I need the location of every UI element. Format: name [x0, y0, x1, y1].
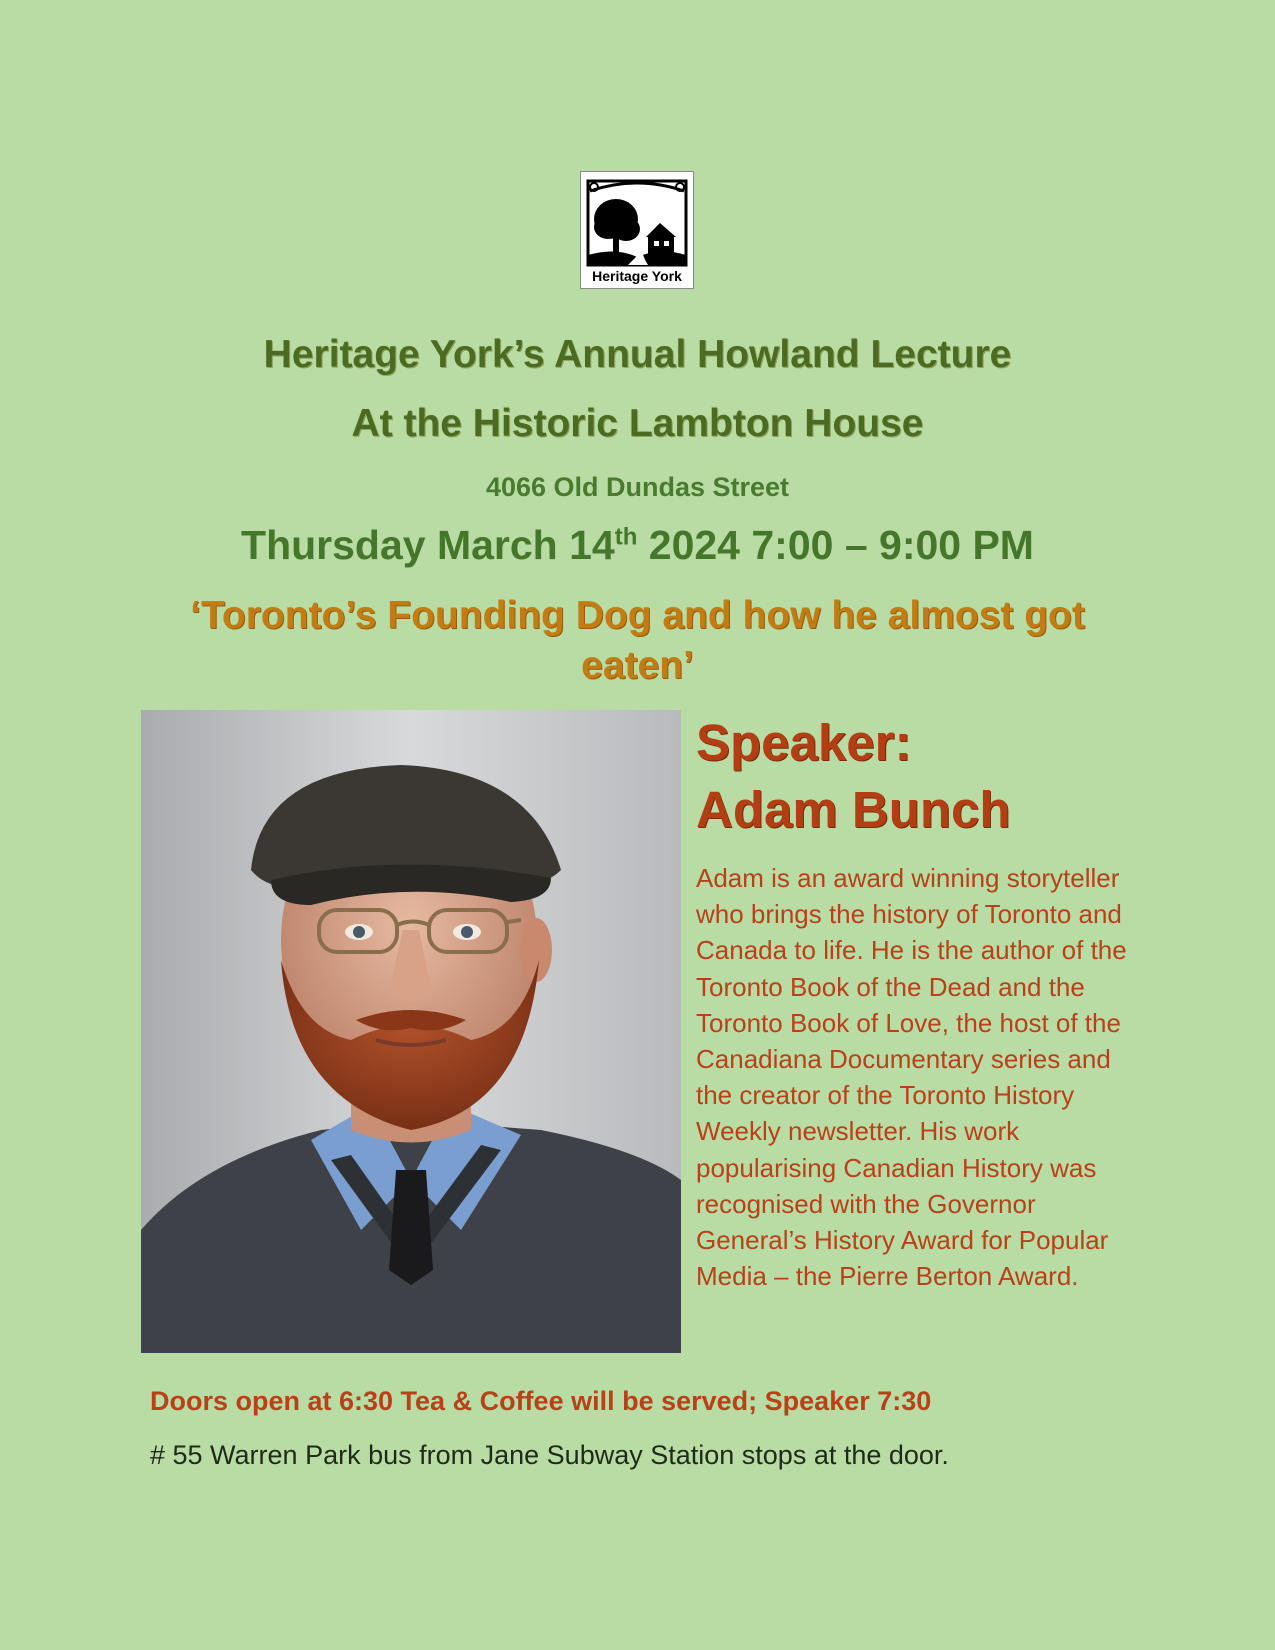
speaker-bio: Adam is an award winning storyteller who brings the history of Toronto and Canada to life. He is the author of the Toronto Book of the Dead and the Toronto Book of Love, the host of the Canadiana Documentary series and the creator of the Toronto History Weekly newsletter. His work popularising Canadian History was recognised with the Governor General’s History Award for Popular Media – the Pierre Berton Award.: [696, 863, 1127, 1292]
bus-directions: # 55 Warren Park bus from Jane Subway Station stops at the door.: [150, 1440, 949, 1470]
venue-title: At the Historic Lambton House: [351, 402, 924, 445]
speaker-photo: [141, 710, 681, 1353]
lecture-title: Heritage York’s Annual Howland Lecture: [263, 333, 1012, 376]
event-date-time: 2024 7:00 – 9:00 PM: [637, 522, 1034, 568]
logo-caption: Heritage York: [592, 268, 682, 284]
venue-address: 4066 Old Dundas Street: [485, 472, 790, 502]
speaker-portrait-icon: [141, 710, 681, 1353]
doors-open-info: Doors open at 6:30 Tea & Coffee will be served; Speaker 7:30: [150, 1386, 932, 1416]
heritage-york-logo: [580, 171, 694, 289]
event-date: [0, 522, 1275, 569]
speaker-label: Speaker:: [696, 714, 912, 771]
event-date-main: Thursday March 14: [241, 522, 615, 568]
talk-title: ‘Toronto’s Founding Dog and how he almost got eaten’: [190, 594, 1085, 687]
tree-and-house-logo-icon: [586, 177, 688, 267]
event-date-ordinal: th: [614, 523, 638, 551]
speaker-name: Adam Bunch: [696, 781, 1011, 838]
